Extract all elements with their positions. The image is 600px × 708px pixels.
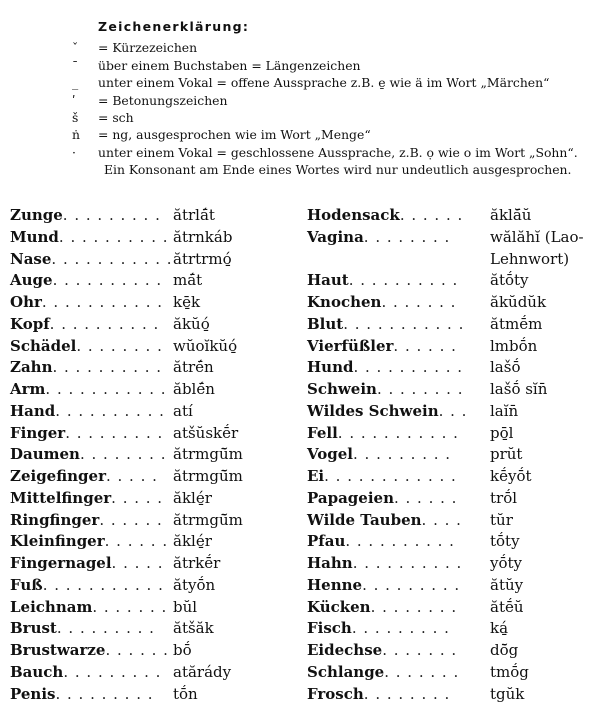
german-term: Mund [10, 227, 59, 246]
leader-dots: . . . . . . . . . . . [51, 249, 173, 268]
vocabulary-entry [10, 641, 300, 663]
vocabulary-entry [10, 250, 300, 272]
vocabulary-entry [307, 576, 600, 598]
translation: má̄t [173, 271, 203, 290]
legend-text: unter einem Vokal = offene Aussprache z.B. e̱ wie ä im Wort „Märchen“ [98, 75, 550, 91]
translation: ătrlá̄t [173, 206, 215, 224]
legend-title: Zeichenerklärung: [98, 19, 250, 34]
german-term: Kücken [307, 597, 371, 616]
translation: atărády [173, 662, 232, 681]
translation: trṓl [490, 488, 518, 507]
leader-dots: . . . . . . . . . . . [42, 575, 164, 594]
german-term: Fuß [10, 575, 43, 594]
legend-item [68, 144, 588, 161]
vocabulary-entry [307, 315, 600, 337]
leader-dots: . . . . . . . [384, 662, 460, 681]
leader-dots: . . . . . . . . . . . [41, 293, 164, 311]
german-term: Zeigefinger [10, 467, 106, 485]
vocabulary-entry [10, 402, 300, 424]
translation: tgŭk [490, 684, 525, 703]
german-term: Schädel [10, 336, 77, 355]
translation: ătyṓn [173, 575, 216, 594]
leader-dots: . . . . . . . . . [55, 684, 154, 703]
vocabulary-entry [10, 228, 300, 250]
leader-dots: . . . . . [111, 488, 164, 507]
leader-dots: . . . . . . [393, 488, 458, 507]
vocabulary-entry [307, 206, 600, 228]
german-term: Papageien [307, 488, 394, 507]
german-term: Brustwarze [10, 641, 106, 659]
legend-symbol: ˇ [72, 40, 79, 56]
german-term: Wilde Tauben [307, 510, 422, 529]
vocabulary-entry [10, 532, 300, 554]
translation: ăklé̱r [173, 488, 212, 507]
german-term: Fell [307, 423, 338, 442]
german-term: Hand [10, 401, 56, 420]
translation-continuation: Lehnwort) [490, 249, 570, 268]
translation: ăkŭdŭk [490, 293, 547, 311]
german-term: Vagina [307, 227, 364, 246]
vocabulary-entry [307, 424, 600, 446]
leader-dots: . . . . . [111, 554, 164, 572]
translation: ătmḗm [490, 314, 543, 333]
vocabulary-entry [307, 619, 600, 641]
german-term: Schlange [307, 662, 385, 681]
german-term: Auge [10, 271, 53, 290]
leader-dots: . . . . . . . . . . [353, 358, 464, 377]
german-term: Daumen [10, 445, 80, 464]
german-term: Bauch [10, 662, 64, 681]
leader-dots: . . . . . . . . . [362, 575, 461, 594]
german-term: Vierfüßler [307, 336, 394, 355]
leader-dots: . . . . . . [104, 532, 169, 551]
german-term: Ringfinger [10, 510, 100, 529]
german-term: Penis [10, 684, 56, 703]
translation: ăklă̄ŭ [490, 206, 532, 224]
german-term: Leichnam [10, 597, 93, 616]
translation: bŭl [173, 597, 198, 616]
vocabulary-entry [307, 511, 600, 533]
vocabulary-entry [10, 576, 300, 598]
german-term: Ei [307, 467, 325, 485]
leader-dots: . . . . . . . . . . [345, 532, 455, 551]
leader-dots: . . . . [421, 510, 462, 529]
leader-dots: . . . [438, 401, 468, 420]
legend-item [68, 39, 588, 56]
german-term: Finger [10, 423, 66, 442]
leader-dots: . . . . . [105, 467, 158, 485]
vocabulary-entry [10, 315, 300, 337]
german-term: Blut [307, 314, 344, 333]
translation: atí [173, 401, 193, 420]
translation: ătrkḗr [173, 554, 221, 572]
vocabulary-entry [10, 337, 300, 359]
translation: lmbṓn [490, 336, 538, 355]
legend-text: = sch [98, 110, 134, 126]
translation: bṓ [173, 641, 192, 659]
legend-item [68, 74, 588, 91]
german-term: Haut [307, 271, 349, 290]
vocabulary-entry [10, 467, 300, 489]
leader-dots: . . . . . . . . . [353, 445, 452, 464]
translation: ká̱ [490, 619, 509, 638]
legend-items [68, 39, 588, 161]
leader-dots: . . . . . . . . . [63, 662, 162, 681]
translation: tṓty [490, 532, 520, 551]
vocabulary-left-column [10, 206, 300, 706]
german-term: Hodensack [307, 206, 400, 224]
leader-dots: . . . . . . . . [363, 684, 451, 703]
leader-dots: . . . . . . . . . . . . [324, 467, 457, 485]
translation: prŭt [490, 445, 523, 464]
translation: ăklé̱r [173, 532, 212, 551]
german-term: Kleinfinger [10, 532, 105, 551]
leader-dots: . . . . . . . . [370, 597, 458, 616]
translation: lašṓ sĭn̄ [490, 380, 548, 398]
german-term: Eidechse [307, 641, 383, 659]
vocabulary-entry [10, 663, 300, 685]
leader-dots: . . . . . . . [92, 597, 168, 616]
translation: ătṓty [490, 271, 529, 290]
legend-symbol: ṅ [72, 127, 80, 143]
vocabulary-entry [307, 402, 600, 424]
leader-dots: . . . . . . [393, 336, 457, 355]
leader-dots: . . . . . . . . . . [52, 271, 163, 290]
translation: yṓty [490, 554, 523, 572]
translation: laĭn̄ [490, 401, 519, 420]
translation: ătrmgū̆m [173, 445, 243, 464]
leader-dots: . . . . . . [399, 206, 464, 224]
translation: dō̆g [490, 641, 519, 659]
german-term: Kopf [10, 314, 50, 333]
leader-dots: . . . . . . . . . [56, 619, 155, 638]
german-term: Vogel [307, 445, 353, 464]
vocabulary-entry [10, 445, 300, 467]
vocabulary-entry [307, 358, 600, 380]
translation: kḗyṓt [490, 467, 532, 485]
vocabulary-entry [307, 445, 600, 467]
vocabulary-entry [307, 293, 600, 315]
legend-note: Ein Konsonant am Ende eines Wortes wird nur undeutlich ausgesprochen. [104, 162, 572, 178]
legend-symbol: _ [72, 75, 79, 91]
german-term: Mittelfinger [10, 488, 112, 507]
leader-dots: . . . . . . [99, 510, 163, 529]
vocabulary-entry [307, 228, 600, 250]
translation: lašṓ [490, 358, 521, 377]
vocabulary-entry [10, 685, 300, 707]
translation: tṓn [173, 684, 198, 703]
vocabulary-entry [10, 511, 300, 533]
legend-item [68, 92, 588, 109]
translation: ătšăk [173, 619, 214, 638]
german-term: Henne [307, 575, 363, 594]
translation: ătrmgū̆m [173, 510, 243, 529]
leader-dots: . . . . . . . . . . [352, 554, 463, 572]
translation: ătḗŭ [490, 597, 524, 616]
leader-dots: . . . . . . . . [76, 336, 163, 355]
german-term: Wildes Schwein [307, 401, 439, 420]
translation: ătrtrmó̱ [173, 249, 232, 268]
german-term: Fingernagel [10, 554, 112, 572]
leader-dots: . . . . . . . . . . [55, 401, 165, 420]
vocabulary-entry [307, 532, 600, 554]
leader-dots: . . . . . . . . . . . [337, 423, 459, 442]
leader-dots: . . . . . . [105, 641, 169, 659]
legend-item [68, 57, 588, 74]
german-term: Schwein [307, 380, 377, 398]
translation: atšŭskḗr [173, 423, 239, 442]
vocabulary-entry [10, 206, 300, 228]
leader-dots: . . . . . . . [382, 641, 458, 659]
legend-text: = Betonungszeichen [98, 92, 228, 108]
german-term: Hahn [307, 554, 353, 572]
translation: pō̱l [490, 423, 514, 442]
leader-dots: . . . . . . . . . [65, 423, 164, 442]
german-term: Zahn [10, 358, 53, 377]
translation: ăblé̄n [173, 380, 215, 398]
vocabulary-entry [307, 663, 600, 685]
german-term: Hund [307, 358, 354, 377]
leader-dots: . . . . . . . . . . [58, 227, 169, 246]
german-term: Frosch [307, 684, 364, 703]
translation: wŭoĭkŭó̱ [173, 336, 238, 355]
leader-dots: . . . . . . . . [363, 227, 451, 246]
translation: wălăhĭ (Lao- [490, 227, 584, 246]
translation: ăkŭó̱ [173, 314, 210, 333]
vocabulary-entry [307, 554, 600, 576]
translation: ătrnkáb [173, 227, 233, 246]
german-term: Pfau [307, 532, 346, 551]
translation: tmṓg [490, 662, 529, 681]
legend-text: = ng, ausgesprochen wie im Wort „Menge“ [98, 127, 371, 143]
german-term: Nase [10, 249, 52, 268]
leader-dots: . . . . . . . . [376, 380, 464, 398]
legend-symbol: · [72, 144, 76, 160]
vocabulary-right-column [307, 206, 600, 706]
vocabulary-entry [307, 489, 600, 511]
leader-dots: . . . . . . . [381, 293, 457, 311]
leader-dots: . . . . . . . . . . [52, 358, 163, 377]
legend-symbol: ¯ [72, 57, 79, 73]
vocabulary-entry [307, 271, 600, 293]
leader-dots: . . . . . . . . . . [49, 314, 160, 333]
legend-text: unter einem Vokal = geschlossene Aussprache, z.B. ọ wie o im Wort „Sohn“. [98, 144, 578, 160]
legend-text: = Kürzezeichen [98, 40, 198, 56]
legend-text: über einem Buchstaben = Längenzeichen [98, 57, 361, 73]
german-term: Ohr [10, 293, 42, 311]
vocabulary-entry [10, 358, 300, 380]
vocabulary-entry [307, 641, 600, 663]
german-term: Arm [10, 380, 46, 398]
translation: kē̱k [173, 293, 201, 311]
vocabulary-entry [10, 293, 300, 315]
vocabulary-entry [307, 337, 600, 359]
legend-item [68, 126, 588, 143]
translation: ătré̄n [173, 358, 214, 377]
german-term: Zunge [10, 206, 63, 224]
translation: tŭr [490, 510, 513, 529]
vocabulary-entry [10, 598, 300, 620]
vocabulary-entry [10, 489, 300, 511]
leader-dots: . . . . . . . . . . . [45, 380, 167, 398]
leader-dots: . . . . . . . . . . . [343, 314, 465, 333]
vocabulary-entry [10, 271, 300, 293]
translation: ătrmgū̆m [173, 467, 243, 485]
vocabulary-entry [307, 598, 600, 620]
german-term: Fisch [307, 619, 352, 638]
vocabulary-entry [10, 380, 300, 402]
vocabulary-entry [10, 619, 300, 641]
legend [68, 18, 588, 179]
leader-dots: . . . . . . . . . [62, 206, 161, 224]
vocabulary-entry [10, 424, 300, 446]
german-term: Knochen [307, 293, 382, 311]
german-term: Brust [10, 619, 57, 638]
legend-item [68, 109, 588, 126]
vocabulary-entry [10, 554, 300, 576]
vocabulary-entry [307, 685, 600, 707]
leader-dots: . . . . . . . . [79, 445, 167, 464]
translation: ătŭy [490, 575, 524, 594]
leader-dots: . . . . . . . . . [351, 619, 450, 638]
legend-symbol: ʹ [72, 92, 76, 108]
leader-dots: . . . . . . . . . . [348, 271, 459, 290]
vocabulary-entry [307, 380, 600, 402]
legend-symbol: š [72, 110, 79, 126]
translation-continuation-row [307, 250, 600, 272]
vocabulary-entry [307, 467, 600, 489]
